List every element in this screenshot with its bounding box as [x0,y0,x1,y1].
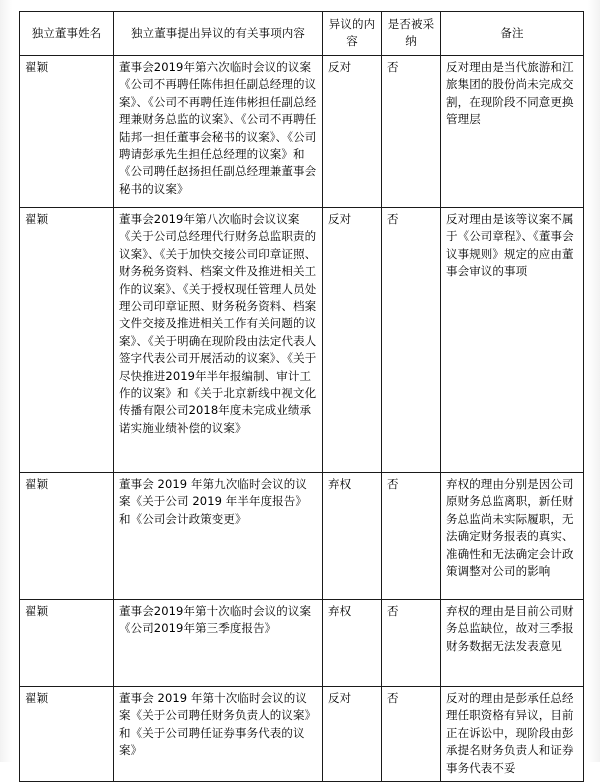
cell-remark: 弃权的理由分别是因公司原财务总监离职，新任财务总监尚未实际履职，无法确定财务报表的真实、准确性和无法确定会计政策调整对公司的影响 [441,473,584,600]
cell-director-name: 翟颖 [20,56,114,214]
column-header-director-name: 独立董事姓名 [20,12,114,56]
cell-adopted: 否 [382,600,441,687]
cell-remark: 反对理由是当代旅游和江旅集团的股份尚未完成交割，在现阶段不同意更换管理层 [441,56,584,214]
cell-director-name: 翟颖 [20,600,114,687]
table-header-row [20,12,584,56]
cell-objection: 弃权 [323,473,382,600]
table-row [20,687,584,782]
cell-adopted: 否 [382,473,441,600]
table-block-top [19,11,583,214]
cell-adopted: 否 [382,56,441,214]
cell-objection: 弃权 [323,600,382,687]
cell-objection: 反对 [323,687,382,782]
cell-matter: 董事会2019年第十次临时会议的议案《公司2019年第三季度报告》 [114,600,323,687]
column-header-objection: 异议的内容 [323,12,382,56]
cell-matter: 董事会2019年第八次临时会议议案《关于公司总经理代行财务总监职责的议案》、《关于加快交接公司印章证照、财务税务资料、档案文件及推进相关工作的议案》、《关于授权现任管理人员处理公司印章证照、财务税务资料、档案文件交接及推进相关工作有关问题的议案》、《关于明确在现阶段由法定代表人签字代表公司开展活动的议案》、《关于尽快推进2019年半年报编制、审计工作的议案》和《关于北京新线中视文化传播有限公司2018年度未完成业绩承诺实施业绩补偿的议案》 [114,208,323,473]
cell-remark: 弃权的理由是目前公司财务总监缺位，故对三季报财务数据无法发表意见 [441,600,584,687]
table-row [20,600,584,687]
cell-objection: 反对 [323,56,382,214]
cell-remark: 反对理由是该等议案不属于《公司章程》、《董事会议事规则》规定的应由董事会审议的事项 [441,208,584,473]
column-header-adopted: 是否被采纳 [382,12,441,56]
cell-matter: 董事会2019年第六次临时会议的议案《公司不再聘任陈伟担任副总经理的议案》、《公司不再聘任连伟彬担任副总经理兼财务总监的议案》、《公司不再聘任陆邦一担任董事会秘书的议案》、《公司聘请彭承先生担任总经理的议案》和《公司聘任赵扬担任副总经理兼董事会秘书的议案》 [114,56,323,214]
table-block-bottom [19,207,583,782]
table-row [20,56,584,214]
table-row [20,473,584,600]
cell-director-name: 翟颖 [20,208,114,473]
cell-adopted: 否 [382,208,441,473]
cell-objection: 反对 [323,208,382,473]
disclosure-table-part2 [19,207,584,782]
cell-adopted: 否 [382,687,441,782]
column-header-matter: 独立董事提出异议的有关事项内容 [114,12,323,56]
cell-remark: 反对的理由是彭承任总经理任职资格有异议，目前正在诉讼中，现阶段由彭承提名财务负责人和证券事务代表不妥 [441,687,584,782]
cell-matter: 董事会 2019 年第九次临时会议的议案《关于公司 2019 年半年度报告》和《公司会计政策变更》 [114,473,323,600]
table-row [20,208,584,473]
cell-matter: 董事会 2019 年第十次临时会议的议案《关于公司聘任财务负责人的议案》和《关于公司聘任证券事务代表的议案》 [114,687,323,782]
disclosure-table-part1 [19,11,584,214]
column-header-remark: 备注 [441,12,584,56]
cell-director-name: 翟颖 [20,687,114,782]
cell-director-name: 翟颖 [20,473,114,600]
